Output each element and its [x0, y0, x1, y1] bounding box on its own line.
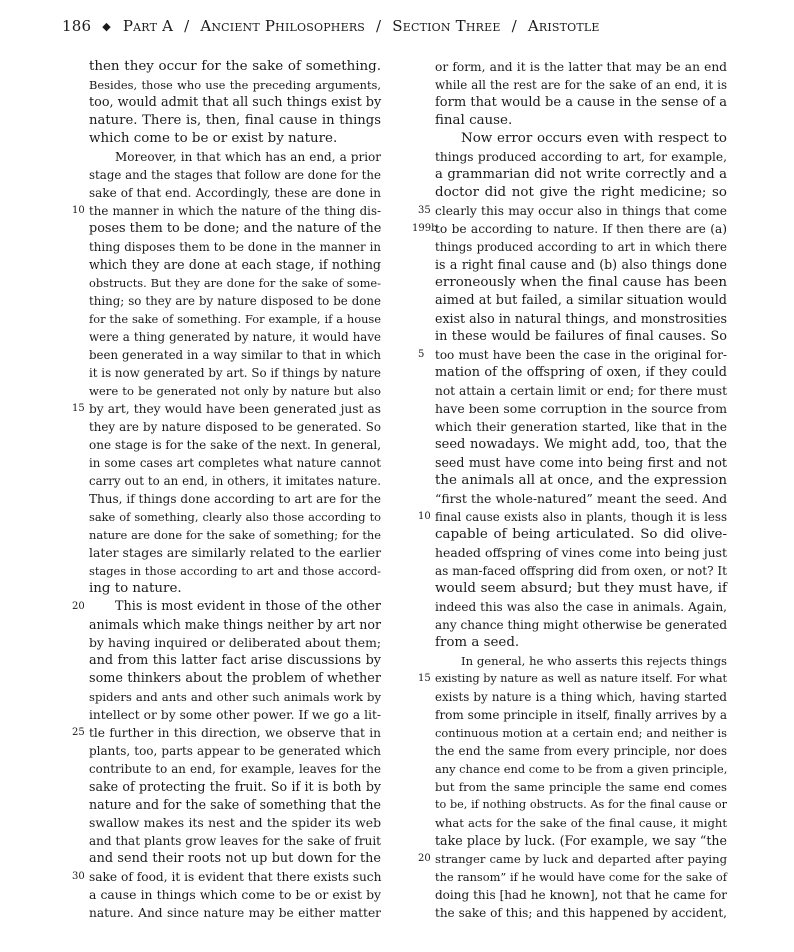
- line-text: Now error occurs even with respect to: [461, 131, 727, 146]
- line-text: any chance thing might otherwise be generated: [435, 618, 727, 632]
- text-line: [435, 112, 727, 130]
- text-line: [89, 796, 381, 814]
- left-text-column: [72, 58, 382, 922]
- line-text: too must have been the case in the original for-: [435, 348, 727, 362]
- line-text: mation of the offspring of oxen, if they could: [435, 365, 727, 380]
- line-text: is a right final cause and (b) also things done: [435, 257, 727, 272]
- line-text: then they occur for the sake of something.: [89, 59, 381, 74]
- line-text: tle further in this direction, we observe that in: [89, 726, 381, 740]
- line-text: the sake of this; and this happened by accident,: [435, 906, 727, 920]
- line-text: and that plants grow leaves for the sake of fruit: [89, 834, 381, 848]
- text-line: [435, 706, 727, 724]
- header-slash: /: [184, 17, 190, 35]
- line-text: contribute to an end, for example, leaves for the: [89, 762, 381, 776]
- text-line: [72, 598, 381, 616]
- line-text: In general, he who asserts this rejects things: [461, 654, 727, 668]
- line-text: which their generation started, like that in the: [435, 420, 727, 434]
- text-line: [435, 796, 727, 814]
- text-line: [435, 868, 727, 886]
- line-text: the ransom” if he would have come for the sake of: [435, 870, 727, 884]
- text-line: [418, 850, 727, 868]
- text-line: [435, 724, 727, 742]
- text-line: [435, 688, 727, 706]
- header-slash: /: [511, 17, 517, 35]
- line-text: doctor did not give the right medicine; so: [435, 185, 727, 200]
- text-line: [435, 238, 727, 256]
- line-text: nature are done for the sake of something; for the: [89, 528, 381, 542]
- text-line: [89, 76, 381, 94]
- line-text: by art, they would have been generated just as: [89, 402, 381, 416]
- header-section-c: Aristotle: [527, 17, 600, 35]
- line-text: things produced according to art in which there: [435, 240, 727, 254]
- text-line: [72, 868, 382, 886]
- line-text: while all the rest are for the sake of an end, it is: [435, 78, 727, 92]
- line-text: clearly this may occur also in things that come: [435, 204, 727, 218]
- text-line: [89, 382, 381, 400]
- line-text: final cause exists also in plants, though it is less: [435, 510, 727, 524]
- text-line: [89, 832, 381, 850]
- text-line: [89, 778, 381, 796]
- text-line: [89, 148, 381, 166]
- text-line: [89, 904, 381, 922]
- line-number-marker: 10: [72, 205, 85, 216]
- line-text: any chance end come to be from a given principle,: [435, 762, 728, 776]
- text-line: [435, 544, 727, 562]
- line-text: sake of that end. Accordingly, these are done in: [89, 186, 381, 200]
- text-line: [89, 688, 381, 706]
- line-text: and from this latter fact arise discussions by: [89, 653, 381, 668]
- line-text: some thinkers about the problem of whether: [89, 671, 381, 686]
- text-line: [418, 670, 727, 688]
- line-text: Besides, those who use the preceding arguments,: [89, 78, 381, 92]
- line-text: from some principle in itself, finally arrives by a: [435, 708, 727, 722]
- line-number-marker: 25: [72, 727, 85, 738]
- text-line: [435, 94, 727, 112]
- line-text: stranger came by luck and departed after paying: [435, 852, 727, 866]
- line-text: sake of something, clearly also those according to: [89, 510, 381, 524]
- line-text: continuous motion at a certain end; and neither is: [435, 726, 727, 740]
- line-text: erroneously when the final cause has been: [435, 275, 727, 290]
- line-text: they are by nature disposed to be generated. So: [89, 420, 381, 434]
- text-line: [89, 274, 381, 292]
- line-text: have been some corruption in the source from: [435, 401, 727, 416]
- line-text: by having inquired or deliberated about them;: [89, 635, 381, 650]
- page-number: 186: [62, 17, 92, 35]
- line-number-marker: 5: [418, 349, 425, 360]
- text-line: [435, 490, 727, 508]
- text-line: [89, 220, 381, 238]
- text-line: [435, 526, 727, 544]
- line-text: nature. There is, then, final cause in things: [89, 113, 381, 128]
- line-text: seed nowadays. We might add, too, that the: [435, 437, 727, 452]
- line-text: sake of food, it is evident that there exists such: [89, 870, 382, 884]
- text-line: [435, 598, 727, 616]
- text-line: [89, 130, 381, 148]
- text-line: [89, 94, 381, 112]
- line-text: and send their roots not up but down for the: [89, 851, 381, 866]
- text-line: [435, 616, 727, 634]
- text-line: [418, 202, 727, 220]
- text-line: [412, 220, 727, 238]
- line-text: sake of protecting the fruit. So if it is both by: [89, 779, 381, 794]
- right-text-column: [412, 58, 728, 922]
- line-text: would seem absurd; but they must have, if: [435, 581, 727, 596]
- text-line: [435, 562, 727, 580]
- line-text: were a thing generated by nature, it would have: [89, 330, 381, 344]
- text-line: [418, 346, 727, 364]
- line-text: stages in those according to art and those accord-: [89, 564, 381, 578]
- header-part: Part A: [122, 17, 174, 35]
- line-number-marker: 199b: [412, 223, 438, 234]
- line-text: the manner in which the nature of the thing dis-: [89, 204, 381, 218]
- text-line: [89, 760, 381, 778]
- line-number-marker: 15: [72, 403, 85, 414]
- line-number-marker: 30: [72, 871, 85, 882]
- line-text: in some cases art completes what nature cannot: [89, 456, 381, 470]
- line-text: capable of being articulated. So did olive-: [435, 527, 727, 542]
- text-line: [89, 454, 381, 472]
- line-number-marker: 20: [72, 601, 85, 612]
- text-line: [89, 634, 381, 652]
- header-section-a: Ancient Philosophers: [200, 17, 366, 35]
- line-text: obstructs. But they are done for the sake of some-: [89, 276, 381, 290]
- line-text: later stages are similarly related to the earlier: [89, 545, 381, 560]
- text-line: [89, 346, 381, 364]
- text-line: [89, 742, 381, 760]
- line-text: what acts for the sake of the final cause, it might: [435, 816, 727, 830]
- line-text: thing; so they are by nature disposed to be done: [89, 294, 381, 308]
- text-line: [89, 364, 381, 382]
- text-line: [89, 112, 381, 130]
- line-text: things produced according to art, for example,: [435, 150, 727, 164]
- line-text: were to be generated not only by nature but also: [89, 384, 381, 398]
- line-text: exist also in natural things, and monstrosities: [435, 311, 727, 326]
- text-line: [435, 472, 727, 490]
- text-line: [435, 400, 727, 418]
- text-line: [89, 526, 381, 544]
- text-line: [435, 76, 727, 94]
- text-line: [435, 130, 727, 148]
- line-text: a grammarian did not write correctly and a: [435, 167, 727, 182]
- line-text: from a seed.: [435, 635, 520, 650]
- line-number-marker: 10: [418, 511, 431, 522]
- line-text: one stage is for the sake of the next. In general,: [89, 438, 382, 452]
- text-line: [435, 166, 727, 184]
- text-line: [89, 706, 381, 724]
- text-line: [435, 382, 727, 400]
- text-line: [435, 256, 727, 274]
- text-line: [435, 436, 727, 454]
- text-line: [435, 328, 727, 346]
- text-line: [89, 238, 381, 256]
- text-line: [435, 742, 727, 760]
- line-text: in these would be failures of final causes. So: [435, 329, 727, 344]
- text-line: [89, 850, 381, 868]
- text-line: [89, 418, 381, 436]
- line-text: headed offspring of vines come into being just: [435, 545, 727, 560]
- line-number-marker: 35: [418, 205, 431, 216]
- line-text: to be according to nature. If then there are (a): [435, 222, 727, 236]
- text-line: [435, 580, 727, 598]
- text-line: [89, 58, 381, 76]
- text-line: [89, 670, 381, 688]
- header-slash: /: [376, 17, 382, 35]
- line-text: plants, too, parts appear to be generated which: [89, 744, 381, 758]
- line-text: This is most evident in those of the other: [115, 599, 381, 614]
- text-line: [435, 364, 727, 382]
- line-number-marker: 15: [418, 673, 431, 684]
- text-line: [435, 292, 727, 310]
- line-text: aimed at but failed, a similar situation would: [435, 293, 727, 308]
- line-text: carry out to an end, in others, it imitates nature.: [89, 474, 381, 488]
- line-text: too, would admit that all such things exist by: [89, 95, 382, 110]
- line-text: exists by nature is a thing which, having started: [435, 690, 727, 704]
- line-text: which they are done at each stage, if nothing: [89, 257, 381, 272]
- text-line: [435, 814, 727, 832]
- line-text: but from the same principle the same end comes: [435, 780, 727, 794]
- text-line: [89, 580, 381, 598]
- text-line: [89, 490, 381, 508]
- header-section-b: Section Three: [392, 17, 501, 35]
- text-line: [435, 778, 727, 796]
- line-text: stage and the stages that follow are done for the: [89, 168, 381, 182]
- text-line: [89, 562, 381, 580]
- text-line: [72, 724, 381, 742]
- text-line: [89, 886, 381, 904]
- text-line: [435, 886, 727, 904]
- text-line: [89, 292, 381, 310]
- text-line: [435, 274, 727, 292]
- line-text: a cause in things which come to be or exist by: [89, 887, 381, 902]
- running-header: [62, 17, 742, 37]
- text-line: [89, 814, 381, 832]
- line-text: Moreover, in that which has an end, a prior: [115, 150, 381, 164]
- text-line: [435, 454, 727, 472]
- text-line: [89, 544, 381, 562]
- line-text: “first the whole-natured” meant the seed. And: [435, 491, 727, 506]
- text-line: [435, 760, 727, 778]
- line-text: nature. And since nature may be either matter: [89, 906, 381, 920]
- line-text: intellect or by some other power. If we go a lit-: [89, 708, 381, 722]
- text-line: [89, 256, 381, 274]
- line-text: existing by nature as well as nature itself. For what: [435, 672, 727, 685]
- text-line: [435, 184, 727, 202]
- line-number-marker: 20: [418, 853, 431, 864]
- text-line: [89, 184, 381, 202]
- line-text: the end the same from every principle, nor does: [435, 744, 727, 758]
- line-text: it is now generated by art. So if things by nature: [89, 366, 381, 380]
- line-text: not attain a certain limit or end; for there must: [435, 384, 727, 398]
- line-text: for the sake of something. For example, if a house: [89, 312, 381, 326]
- text-line: [435, 634, 727, 652]
- line-text: swallow makes its nest and the spider its web: [89, 815, 381, 830]
- text-line: [435, 904, 727, 922]
- line-text: final cause.: [435, 113, 513, 128]
- text-line: [435, 58, 727, 76]
- line-text: take place by luck. (For example, we say “the: [435, 833, 727, 848]
- line-text: Thus, if things done according to art are for the: [89, 492, 381, 506]
- line-text: which come to be or exist by nature.: [89, 131, 338, 146]
- line-text: as man-faced offspring did from oxen, or not? It: [435, 564, 727, 578]
- line-text: thing disposes them to be done in the manner in: [89, 240, 381, 254]
- line-text: poses them to be done; and the nature of the: [89, 221, 382, 236]
- text-line: [89, 616, 381, 634]
- text-line: [72, 202, 381, 220]
- line-text: ing to nature.: [89, 581, 182, 596]
- text-line: [89, 436, 381, 454]
- text-line: [435, 148, 727, 166]
- text-line: [435, 832, 727, 850]
- line-text: animals which make things neither by art nor: [89, 617, 381, 632]
- text-line: [89, 310, 381, 328]
- line-text: or form, and it is the latter that may be an end: [435, 60, 727, 74]
- line-text: seed must have come into being first and not: [435, 455, 727, 470]
- text-line: [72, 400, 381, 418]
- diamond-icon: ◆: [102, 20, 111, 33]
- text-line: [89, 328, 381, 346]
- text-line: [89, 166, 381, 184]
- line-text: indeed this was also the case in animals. Again,: [435, 600, 727, 614]
- text-line: [435, 652, 727, 670]
- line-text: doing this [had he known], not that he came for: [435, 888, 727, 902]
- text-line: [418, 508, 727, 526]
- text-line: [89, 652, 381, 670]
- line-text: the animals all at once, and the expression: [435, 473, 727, 488]
- line-text: to be, if nothing obstructs. As for the final cause or: [435, 798, 727, 811]
- line-text: form that would be a cause in the sense of a: [435, 95, 727, 110]
- text-line: [435, 418, 727, 436]
- line-text: nature and for the sake of something that the: [89, 797, 381, 812]
- text-line: [89, 508, 381, 526]
- line-text: spiders and ants and other such animals work by: [89, 690, 381, 704]
- text-line: [89, 472, 381, 490]
- line-text: been generated in a way similar to that in which: [89, 348, 381, 362]
- text-line: [435, 310, 727, 328]
